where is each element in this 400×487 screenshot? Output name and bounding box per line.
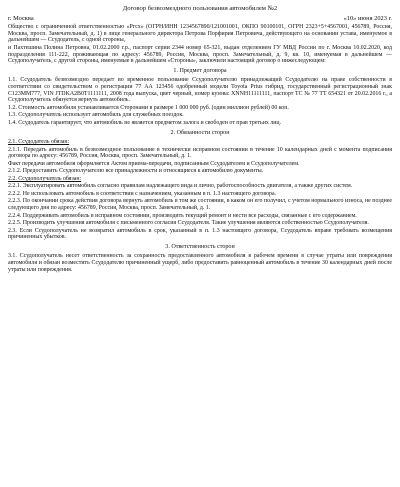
section-heading-subject: 1. Предмет договора xyxy=(173,68,227,75)
city: г. Москва xyxy=(8,15,34,22)
date: «10» июня 2023 г. xyxy=(343,15,392,22)
preamble-party-1: Общество с ограниченной ответственностью «Ргсх» (ОГРН/ИНН 1234567890/121001001, ОКПО 90100101, ОГРН 2323+5+4567001, 456789, Россия, Москва, просп. Замечательный, д. 1) в лице генерального директора Петрова Порфирия Петровича, действующего на основании устава, именуемое в дальнейшем — Ссудодатель, с одной стороны, xyxy=(8,24,392,44)
clause-2-2-3: 2.2.3. По окончании срока действия договора вернуть автомобиль в том же состоянии, в каком он его получил, с учетом нормального износа, не позднее следующего дня по адресу: 456789, Россия, Москва, просп. Замечательный, д. 1. xyxy=(8,198,392,211)
clause-2-2-5: 2.2.5. Производить улучшения автомобиля с письменного согласия Ссудодателя. Такие улучшения являются собственностью Ссудополучателя. xyxy=(8,220,369,227)
city-date-line xyxy=(8,15,392,23)
clause-2-1-1-act: Факт передачи автомобиля оформляется Актом приема-передачи, подписанным Ссудодателем и Ссудополучателем. xyxy=(8,160,300,167)
section-heading-obligations: 2. Обязанности сторон xyxy=(170,129,230,136)
clause-2-1-2: 2.1.2. Предоставить Ссудополучателю все принадлежности и относящиеся к автомобилю документы. xyxy=(8,168,264,175)
clause-2-2: 2.2. Ссудополучатель обязан: xyxy=(8,175,82,182)
clause-3-1: 3.1. Ссудополучатель несет ответственность за сохранность предоставленного автомобиля в рабочем времени в случае утраты или повреждения автомобиля и обязан возместить Ссудодателю причиненный ущерб, либо предоставить равноценный автомобиль в течение 30 календарных дней после утраты или повреждения. xyxy=(8,253,392,273)
clause-1-1: 1.1. Ссудодатель безвозмездно передает во временное пользование Ссудополучателю принадлежащий Ссудодателю на праве собственности в соответствии со свидетельством о регистрации 77 АА 123456 одобренный модели Toyota Prius гибрид, государственный регистрационный знак С123ММ777, VIN JTDKA2B0T1111111, 2008 года выпуска, цвет черный, номер кузова: XNNH11111111, паспорт ТС № 77 ТТ 654321 от 20.02.2016 г., а Ссудополучатель обязуется вернуть автомобиль. xyxy=(8,77,392,104)
clause-2-2-1: 2.2.1. Эксплуатировать автомобиль согласно правилам надлежащего вида и лично, работоспособность двигателя, а также других систем. xyxy=(8,183,353,190)
clause-2-1: 2.1. Ссудодатель обязан: xyxy=(8,139,70,146)
clause-2-2-2: 2.2.2. Не использовать автомобиль в соответствии с назначением, указанным в п. 1.3 настоящего договора. xyxy=(8,190,277,197)
clause-1-2: 1.2. Стоимость автомобиля устанавливается Сторонами в размере 1 000 000 руб. (один миллион рублей) 00 коп. xyxy=(8,104,289,111)
document-title: Договор безвозмездного пользования автомобилем №2 xyxy=(122,5,278,12)
clause-2-2-4: 2.2.4. Поддерживать автомобиль в исправном состоянии, производить текущий ремонт и нести все расходы, связанные с его содержанием. xyxy=(8,212,357,219)
clause-1-3: 1.3. Ссудополучатель использует автомобиль для служебных поездок. xyxy=(8,112,184,119)
preamble-party-2: и Пахтешина Полина Петровна, 01.02.2000 г.р., паспорт серии 2344 номер 65-321, выдан отделением ГУ МВД России по г. Москва 10.02.2020, код подразделения 111-222, проживающая по адресу: 456789, Россия, Москва, просп. Замечательный, д. 9, кв. 10, именуемая в дальнейшем — Ссудополучатель, с другой стороны, именуемые в дальнейшем «Стороны», заключили настоящий договор о нижеследующем: xyxy=(8,45,392,65)
clause-2-3: 2.3. Если Ссудополучатель не возвратил автомобиль в срок, указанный в п. 1.3 настоящего договора, Ссудодатель вправе требовать возмещения причиненных убытков. xyxy=(8,227,392,241)
clause-1-4: 1.4. Ссудодатель гарантирует, что автомобиль не является предметом залога и свободен от прав третьих лиц. xyxy=(8,119,282,126)
section-heading-liability: 3. Ответственность сторон xyxy=(165,244,235,251)
clause-2-1-1: 2.1.1. Передать автомобиль в безвозмездное пользование в технически исправном состоянии в течение 10 календарных дней с момента подписания договора по адресу: 456789, Россия, Москва, просп. Замечательный, д. 1. xyxy=(8,146,392,160)
